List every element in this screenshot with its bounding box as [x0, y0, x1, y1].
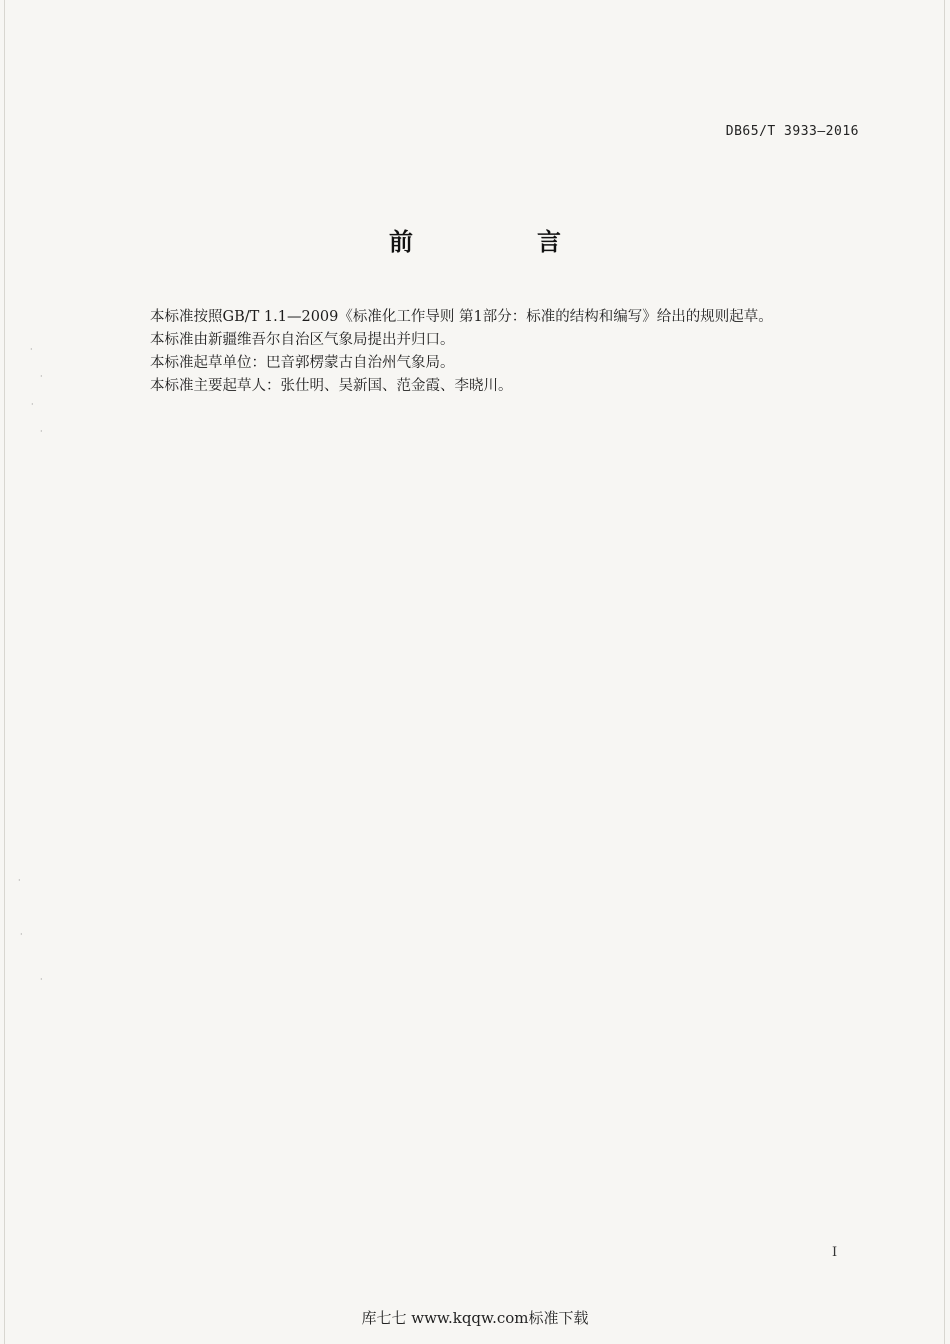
- scan-speck: ·: [20, 930, 23, 939]
- page-title: 前 言: [389, 228, 611, 256]
- scan-speck: ·: [31, 400, 34, 409]
- scan-speck: ·: [40, 372, 43, 381]
- paragraph-proposer: 本标准由新疆维吾尔自治区气象局提出并归口。: [150, 332, 455, 348]
- scan-edge-right: [944, 0, 945, 1344]
- scan-speck: ·: [18, 876, 21, 885]
- scan-speck: ·: [30, 345, 33, 354]
- standard-number: DB65/T 3933—2016: [725, 124, 859, 139]
- scan-speck: ·: [40, 975, 43, 984]
- paragraph-drafting-unit: 本标准起草单位：巴音郭楞蒙古自治州气象局。: [150, 355, 455, 371]
- paragraph-drafters: 本标准主要起草人：张仕明、吴新国、范金霞、李晓川。: [150, 378, 513, 394]
- page-number: I: [832, 1245, 838, 1260]
- scan-speck: ·: [40, 427, 43, 436]
- foreword-body: [150, 306, 870, 398]
- scan-edge-left: [4, 0, 5, 1344]
- download-watermark: 库七七 www.kqqw.com标准下载: [361, 1309, 589, 1327]
- paragraph-drafting-rules: 本标准按照GB/T 1.1—2009《标准化工作导则 第1部分：标准的结构和编写》给出的规则起草。: [150, 309, 773, 325]
